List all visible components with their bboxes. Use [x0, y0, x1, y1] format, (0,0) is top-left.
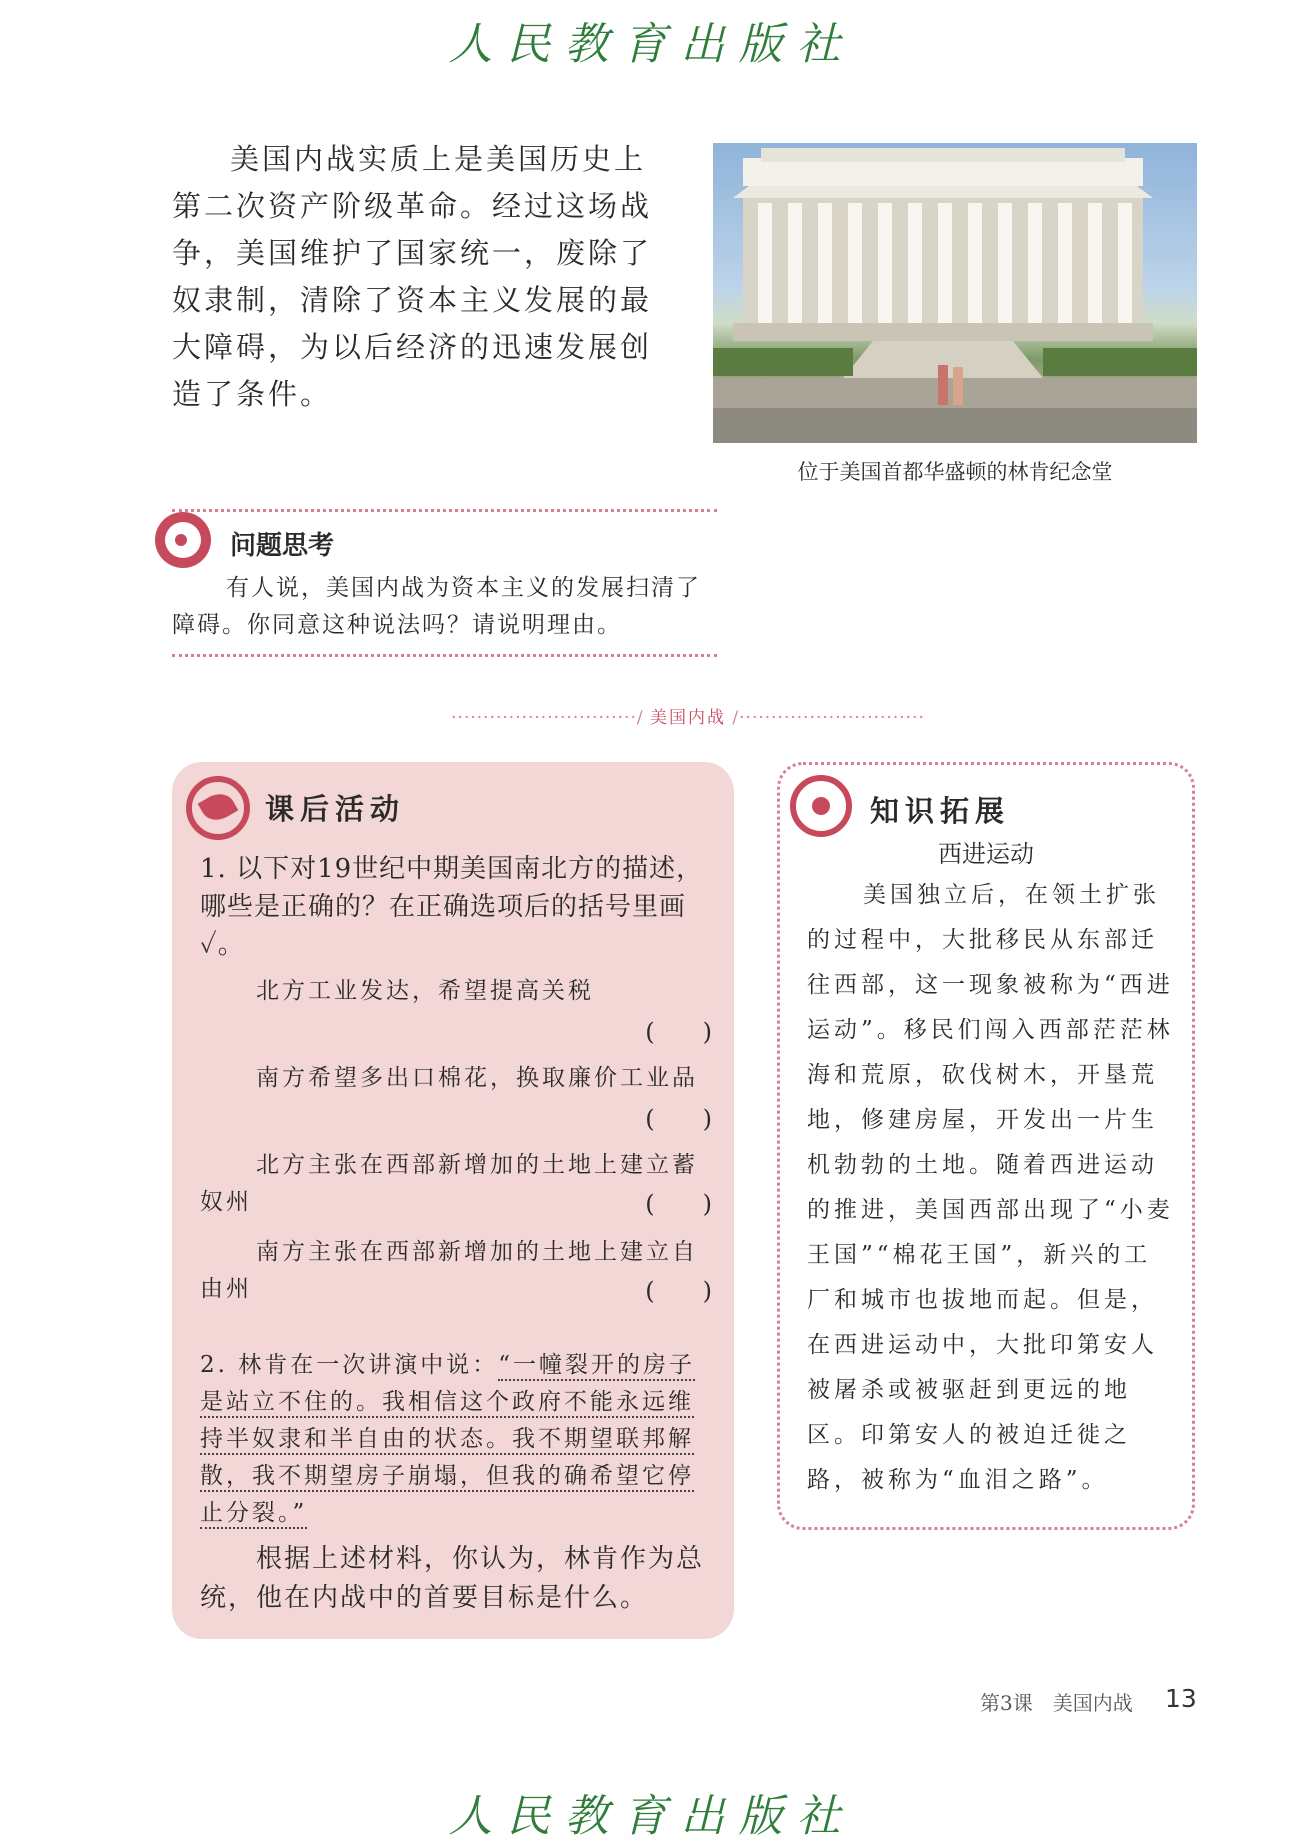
option-1	[200, 973, 712, 1047]
knowledge-text: 美国独立后，在领土扩张的过程中，大批移民从东部迁往西部，这一现象被称为“西进运动”。移民们闯入西部茫茫林海和荒原，砍伐树木，开垦荒地，修建房屋，开发出一片生机勃勃的土地。随着西进运动的推进，美国西部出现了“小麦王国”“棉花王国”，新兴的工厂和城市也拔地而起。但是，在西进运动中，大批印第安人被屠杀或被驱赶到更远的地区。印第安人的被迫迁徙之路，被称为“血泪之路”。	[807, 882, 1174, 1493]
publisher-watermark-top: 人民教育出版社	[448, 19, 855, 70]
option-2	[200, 1060, 712, 1134]
option-3	[200, 1147, 712, 1221]
option-1-answer-blank[interactable]: ( )	[645, 1018, 712, 1046]
question-2-lead: 2. 林肯在一次讲演中说：	[200, 1352, 499, 1378]
question-bubble-icon	[155, 512, 211, 568]
option-1-text: 北方工业发达，希望提高关税	[256, 978, 594, 1004]
think-title: 问题思考	[230, 531, 335, 561]
option-2-text: 南方希望多出口棉花，换取廉价工业品	[256, 1065, 698, 1091]
lesson-footer: 第3课 美国内战	[980, 1691, 1133, 1715]
intro-paragraph: 美国内战实质上是美国历史上第二次资产阶级革命。经过这场战争，美国维护了国家统一，废除了奴隶制，清除了资本主义发展的最大障碍，为以后经济的迅速发展创造了条件。	[172, 142, 653, 411]
option-4-text: 南方主张在西部新增加的土地上建立自由州	[200, 1239, 698, 1302]
photo-caption: 位于美国首都华盛顿的林肯纪念堂	[797, 460, 1113, 484]
pen-icon	[186, 776, 250, 840]
publisher-watermark-bottom: 人民教育出版社	[448, 1791, 855, 1842]
option-2-answer-blank[interactable]: ( )	[645, 1105, 712, 1133]
section-divider	[428, 703, 948, 728]
divider-dots-right: /·····························	[726, 708, 925, 728]
question-1: 1. 以下对19世纪中期美国南北方的描述，哪些是正确的？在正确选项后的括号里画✓。	[200, 854, 704, 960]
think-bottom-border	[172, 654, 717, 657]
page-number: 13	[1165, 1684, 1197, 1713]
knowledge-subtitle: 西进运动	[938, 840, 1034, 868]
lincoln-quote: “一幢裂开的房子是站立不住的。我相信这个政府不能永远维持半奴隶和半自由的状态。我不期望联邦解散，我不期望房子崩塌，但我的确希望它停止分裂。”	[200, 1352, 695, 1529]
lincoln-memorial-photo	[713, 143, 1197, 443]
option-4	[200, 1234, 712, 1308]
option-3-text: 北方主张在西部新增加的土地上建立蓄奴州	[200, 1152, 698, 1215]
option-4-answer-blank[interactable]: ( )	[645, 1277, 712, 1305]
think-top-border	[172, 509, 717, 512]
think-text: 有人说，美国内战为资本主义的发展扫清了障碍。你同意这种说法吗？请说明理由。	[172, 575, 701, 638]
target-arrow-icon	[790, 775, 852, 837]
activity-title: 课后活动	[265, 792, 406, 826]
divider-dots-left: ·····························/	[451, 708, 650, 728]
memorial-illustration	[713, 143, 1197, 443]
option-3-answer-blank[interactable]: ( )	[645, 1190, 712, 1218]
divider-label: 美国内战	[650, 708, 726, 728]
knowledge-title: 知识拓展	[870, 794, 1011, 828]
question-2	[200, 1347, 712, 1532]
question-2-prompt: 根据上述材料，你认为，林肯作为总统，他在内战中的首要目标是什么。	[200, 1544, 705, 1613]
